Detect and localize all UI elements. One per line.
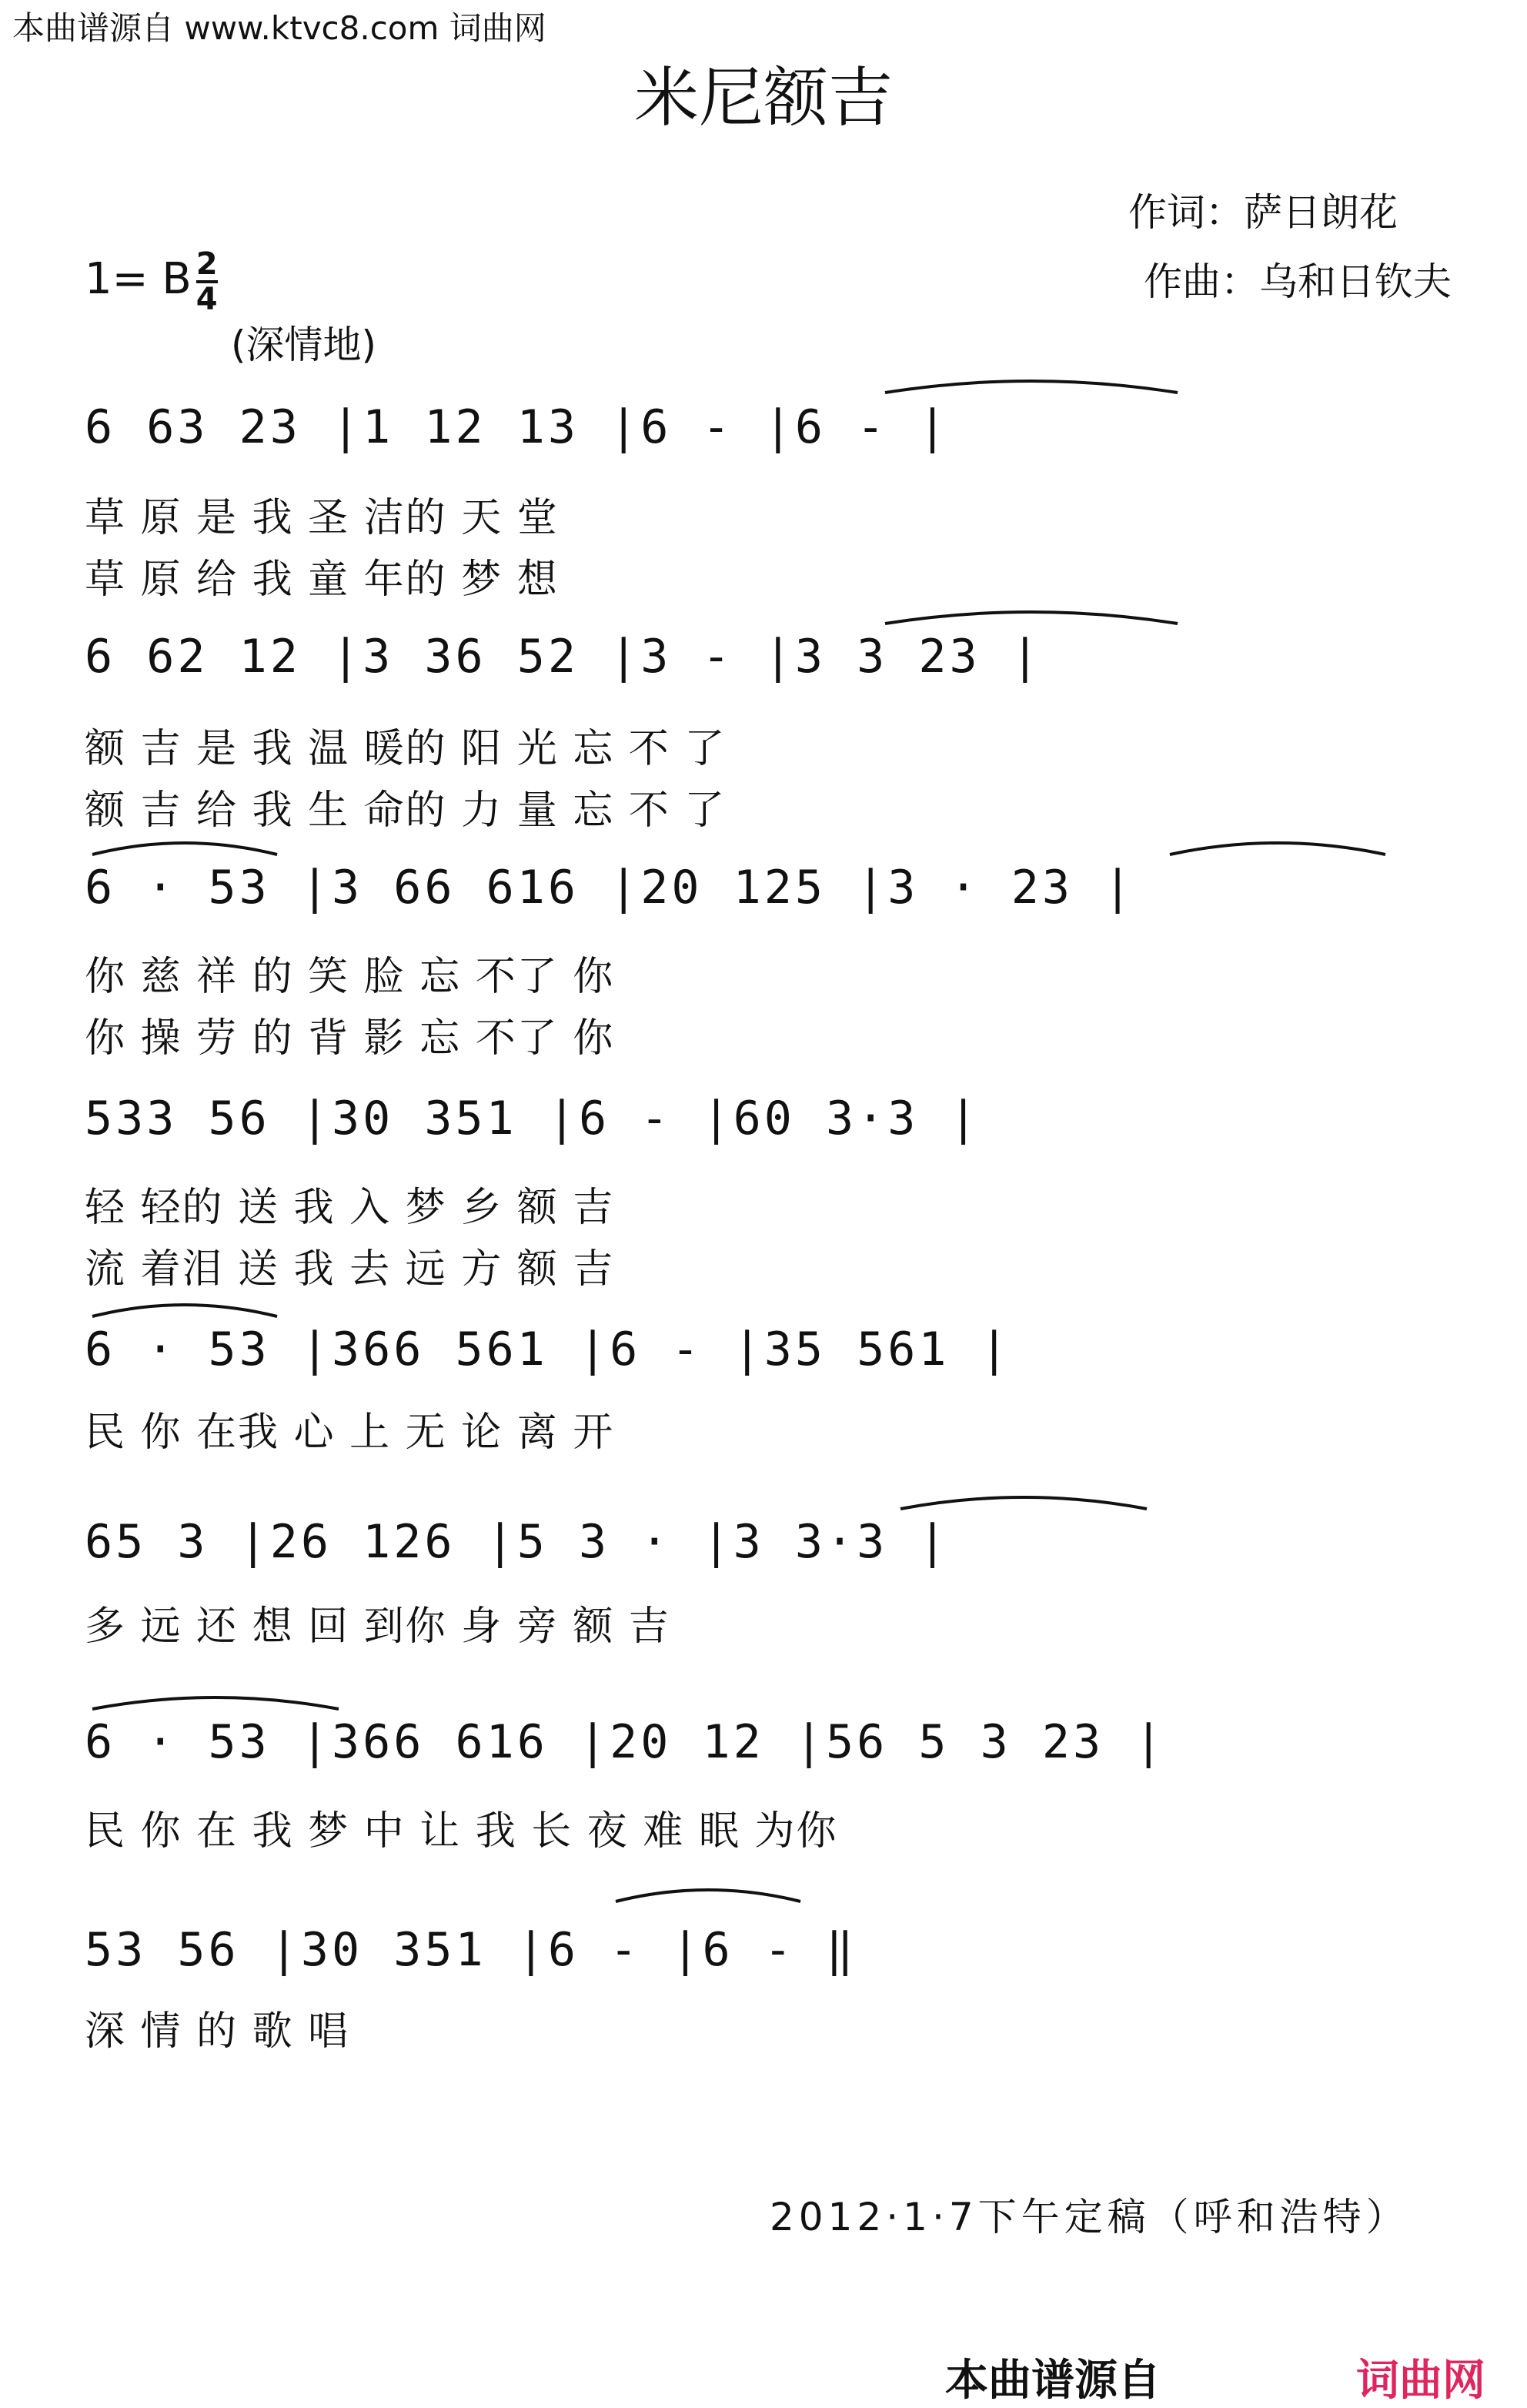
lyric-line-4b: 流 着泪 送 我 去 远 方 额 吉 bbox=[85, 1246, 615, 1293]
notation-line-5: 6 · 53 |366 561 |6 - |35 561 | bbox=[85, 1323, 1011, 1376]
lyric-line-7a: 民 你 在 我 梦 中 让 我 长 夜 难 眠 为你 bbox=[85, 1808, 838, 1854]
completion-date: 2012·1·7下午定稿（呼和浩特） bbox=[770, 2195, 1409, 2239]
slur-arc bbox=[900, 1497, 1147, 1509]
expression-mark: (深情地) bbox=[231, 323, 377, 367]
slur-arc bbox=[1170, 843, 1385, 855]
lyric-line-8a: 深 情 的 歌 唱 bbox=[85, 2008, 350, 2055]
lyric-line-6a: 多 远 还 想 回 到你 身 旁 额 吉 bbox=[85, 1604, 670, 1650]
composer-credit: 作曲：乌和日钦夫 bbox=[1144, 259, 1452, 304]
notation-line-2: 6 62 12 |3 36 52 |3 - |3 3 23 | bbox=[85, 630, 1042, 684]
slur-arc bbox=[616, 1890, 800, 1901]
notation-line-7: 6 · 53 |366 616 |20 12 |56 5 3 23 | bbox=[85, 1715, 1166, 1769]
lyric-line-5a: 民 你 在我 心 上 无 论 离 开 bbox=[85, 1410, 615, 1456]
notation-line-6: 65 3 |26 126 |5 3 · |3 3·3 | bbox=[85, 1515, 950, 1569]
page-title: 米尼额吉 bbox=[633, 60, 893, 135]
slur-arc bbox=[885, 612, 1178, 624]
notation-line-8: 53 56 |30 351 |6 - |6 - ‖ bbox=[85, 1923, 857, 1977]
lyric-line-3a: 你 慈 祥 的 笑 脸 忘 不了 你 bbox=[85, 954, 615, 1000]
notation-line-4: 533 56 |30 351 |6 - |60 3·3 | bbox=[85, 1092, 981, 1145]
lyric-line-2a: 额 吉 是 我 温 暖的 阳 光 忘 不 了 bbox=[85, 726, 727, 772]
slur-arc bbox=[885, 381, 1178, 393]
notation-line-1: 6 63 23 |1 12 13 |6 - |6 - | bbox=[85, 400, 950, 454]
lyricist-credit: 作词：萨日朗花 bbox=[1128, 190, 1398, 235]
lyric-line-2b: 额 吉 给 我 生 命的 力 量 忘 不 了 bbox=[85, 788, 727, 834]
slur-arc bbox=[92, 1697, 339, 1709]
lyric-line-3b: 你 操 劳 的 背 影 忘 不了 你 bbox=[85, 1015, 615, 1062]
lyric-line-1b: 草 原 给 我 童 年的 梦 想 bbox=[85, 557, 559, 603]
slur-arc bbox=[92, 1305, 277, 1316]
lyric-line-4a: 轻 轻的 送 我 入 梦 乡 额 吉 bbox=[85, 1185, 615, 1231]
key-prefix: 1= B bbox=[85, 254, 192, 305]
slur-arc bbox=[92, 843, 277, 855]
time-denominator: 4 bbox=[195, 282, 218, 317]
watermark-header: 本曲谱源自 www.ktvc8.com 词曲网 bbox=[12, 9, 546, 47]
lyric-line-1a: 草 原 是 我 圣 洁的 天 堂 bbox=[85, 495, 559, 541]
time-numerator: 2 bbox=[195, 246, 218, 282]
notation-line-3: 6 · 53 |3 66 616 |20 125 |3 · 23 | bbox=[85, 861, 1135, 915]
footer-site-name: 词曲网 bbox=[1356, 2356, 1485, 2406]
footer-source-text: 本曲谱源自 bbox=[945, 2356, 1161, 2406]
